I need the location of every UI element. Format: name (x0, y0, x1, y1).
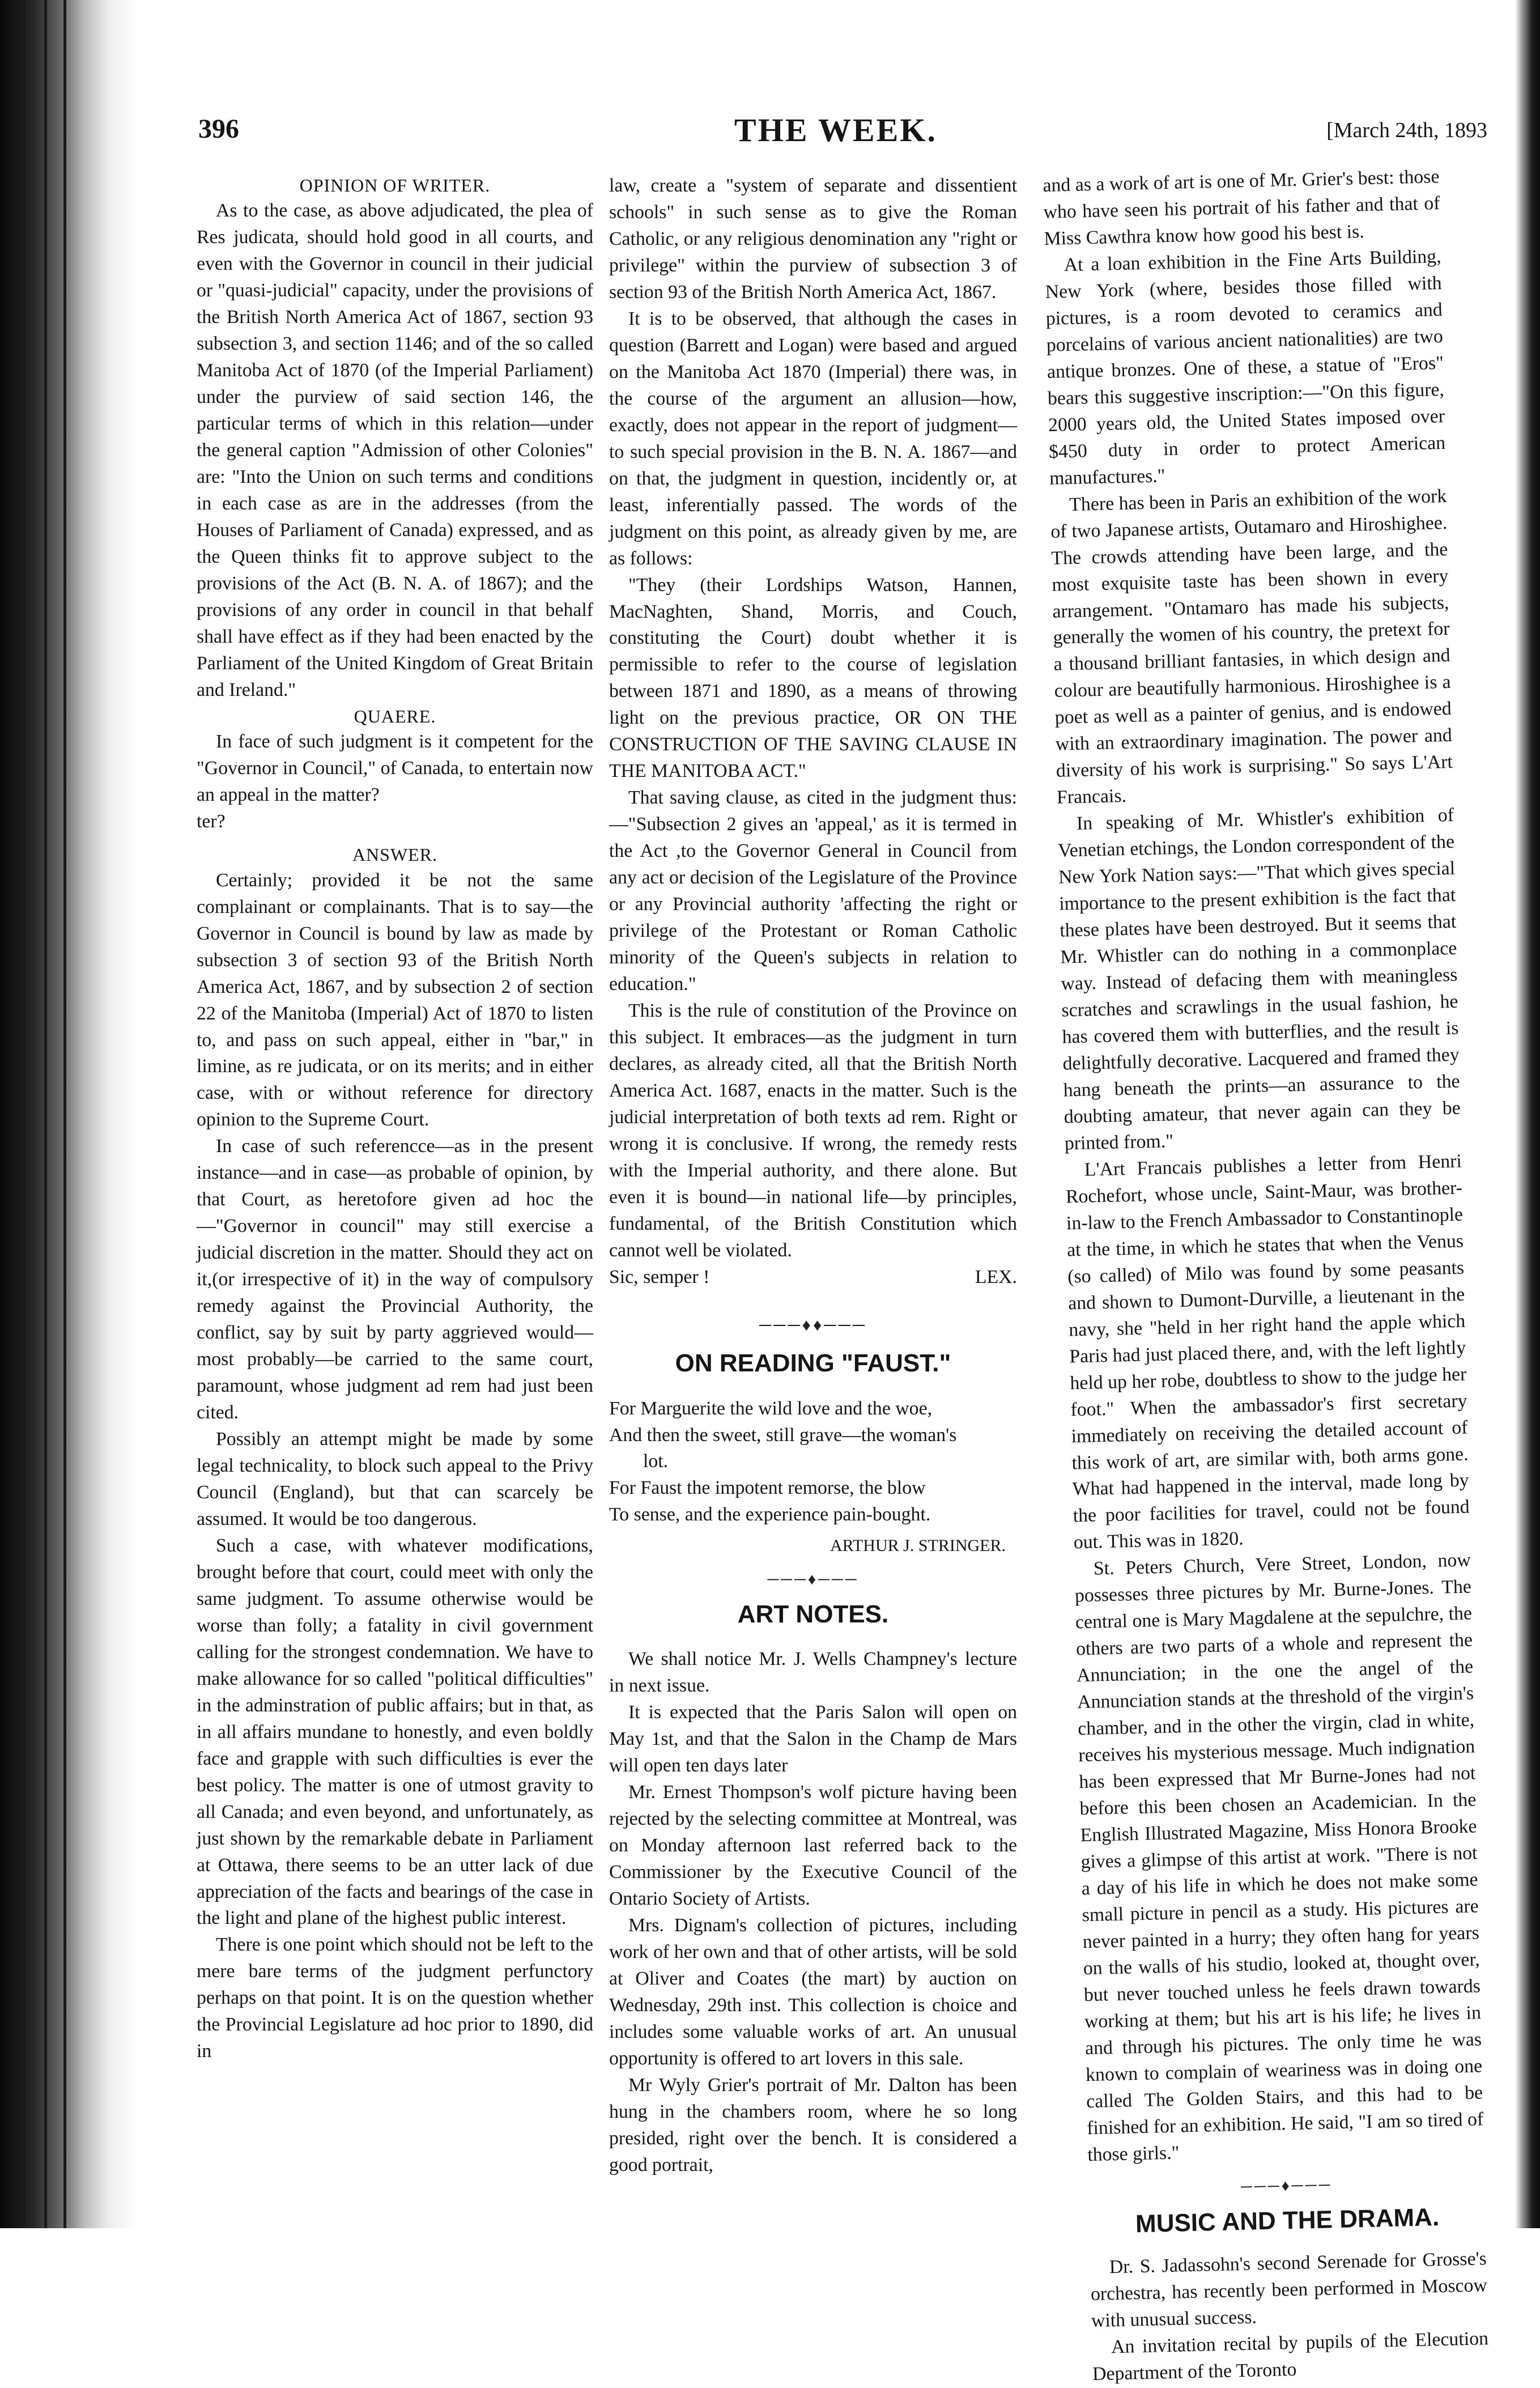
section-divider: ───♦─── (767, 1571, 859, 1589)
poem-title: ON READING "FAUST." (675, 1349, 951, 1378)
poem-line: For Faust the impotent remorse, the blow (609, 1477, 926, 1499)
paragraph: At a loan exhibition in the Fine Arts Building, New York (where, besides those filled with pictures, is a room devoted to ceramics and porcelains of various ancient nationalities) are two antique bronzes. One of these, a statue of "Eros" bears this suggestive inscription:—"On this figure, 2000 years old, the United States imposed over $450 duty in order to protect American manufactures." (1045, 245, 1446, 489)
paragraph: Dr. S. Jadassohn's second Serenade for Grosse's orchestra, has recently been performed in Moscow with unusual success. (1090, 2247, 1488, 2331)
art-notes-title: ART NOTES. (737, 1600, 889, 1628)
signature-name: LEX. (975, 1266, 1017, 1288)
section-divider: ───♦─── (1240, 2175, 1333, 2196)
paragraph: In case of such referencce—as in the present instance—and in case—as probable of opinion, by that Court, as heretofore given ad hoc the—"Governor in council" may still exercise a judicial discretion in the matter. Should they act on it,(or irrespective of it) in the way of compulsory remedy against the Provincial Authority, the conflict, say by suit by party aggrieved would—most probably—be carried to the same court, paramount, whose judgment ad rem had just been cited. (197, 1136, 593, 1424)
newspaper-page (173, 108, 1499, 2385)
heading-quaere: QUAERE. (354, 706, 436, 726)
heading-opinion: OPINION OF WRITER. (299, 175, 491, 196)
column-1 (197, 173, 593, 2065)
issue-date: [March 24th, 1893 (1326, 118, 1487, 142)
poem (609, 1396, 1017, 1529)
poem-line: And then the sweet, still grave—the woman's (609, 1424, 957, 1446)
paragraph: "They (their Lordships Watson, Hannen, MacNaghten, Shand, Morris, and Couch, constituting the Court) doubt whether it is permissible to refer to the course of legislation between 1871 and 1890, as a means of throwing light on the previous practice, OR ON THE CONSTRUCTION OF THE SAVING CLAUSE IN THE MANITOBA ACT." (609, 574, 1017, 782)
publication-title: THE WEEK. (734, 112, 937, 148)
paragraph: That saving clause, as cited in the judgment thus:—"Subsection 2 gives an 'appeal,' as it is termed in the Act ,to the Governor General in Council from any act or decision of the Legislature of the Province or any Provincial authority 'affecting the right or privilege of the Protestant or Roman Catholic minority of the Queen's subjects in relation to education." (609, 787, 1017, 995)
section-divider: ───♦♦─── (759, 1315, 867, 1335)
paragraph: It is to be observed, that although the cases in question (Barrett and Logan) were based and argued on the Manitoba Act 1870 (Imperial) there was, in the course of the argument an allusion—how, exactly, does not appear in the report of judgment—to such special provision in the B. N. A. 1867—and on that, the judgment in question, incidently or, at least, inferentially passed. The words of the judgment on this point, as already given by me, are as follows: (609, 308, 1017, 569)
poem-author: ARTHUR J. STRINGER. (830, 1536, 1006, 1556)
paragraph: We shall notice Mr. J. Wells Champney's lecture in next issue. (609, 1648, 1017, 1697)
paragraph: It is expected that the Paris Salon will open on May 1st, and that the Salon in the Champ de Mars will open ten days later (609, 1702, 1017, 1776)
signature-line (609, 1264, 1017, 1291)
page-number: 396 (198, 114, 239, 144)
column-2 (609, 173, 1017, 2179)
music-drama-title: MUSIC AND THE DRAMA. (1135, 2203, 1440, 2238)
paragraph-continuation: ter? (197, 811, 226, 832)
spine-line (23, 0, 25, 2228)
paragraph: In face of such judgment is it competent for the "Governor in Council," of Canada, to entertain now an appeal in the matter? (197, 731, 593, 806)
paragraph: St. Peters Church, Vere Street, London, now possesses three pictures by Mr. Burne-Jones. The central one is Mary Magdalene at the sepulchre, the others are two parts of a whole and represent the Annunciation; in the one the angel of the Annunciation stands at the threshold of the virgin's chamber, and in the other the virgin, clad in white, receives his mysterious message. Much indignation has been expressed that Mr Burne-Jones had not before this been chosen an Academician. In the English Illustrated Magazine, Miss Honora Brooke gives a glimpse of this artist at work. "There is not a day of his life in which he does not make some small picture in pencil as a study. His pictures are never painted in a hurry; they often hang for years on the walls of his studio, looked at, thought over, but never touched unless he feels drawn towards working at them; but his art is his life; he lives in and through his pictures. The only time he was known to complain of weariness was in doing one called The Golden Stairs, and this had to be finished for an exhibition. He said, "I am so tired of those girls." (1074, 1549, 1484, 2165)
paragraph: L'Art Francais publishes a letter from Henri Rochefort, whose uncle, Saint-Maur, was brother-in-law to the French Ambassador to Constantinople at the time, in which he states that when the Venus (so called) of Milo was found by some peasants and shown to Dumont-Durville, a lieutenant in the navy, she "held in her right hand the apple which Paris had just placed there, and, with the left lightly held up her robe, doubtless to show to the judge her foot." When the ambassador's first secretary immediately on receiving the detailed account of this work of art, are similar with, both arms gone. What had happened in the interval, made long by the poor facilities for travel, could not be found out. This was in 1820. (1065, 1150, 1470, 1553)
paragraph: There has been in Paris an exhibition of the work of two Japanese artists, Outamaro and Hiroshighee. The crowds attending have been large, and the most exquisite taste has been shown in every arrangement. "Ontamaro has made his subjects, generally the women of his country, the pretext for a thousand brilliant fantasies, in which design and colour are beautifully harmonious. Hiroshighee is a poet as well as a painter of genius, and is endowed with an extraordinary imagination. The power and diversity of his work is surprising." So says L'Art Francais. (1050, 485, 1453, 808)
book-spine-shadow (0, 0, 136, 2228)
paragraph: Mrs. Dignam's collection of pictures, including work of her own and that of other artists, will be sold at Oliver and Coates (the mart) by auction on Wednesday, 29th inst. This collection is choice and includes some valuable works of art. An unusual opportunity is offered to art lovers in this sale. (609, 1914, 1017, 2069)
spine-line (44, 0, 47, 2228)
paragraph: As to the case, as above adjudicated, the plea of Res judicata, should hold good in all courts, and even with the Governor in council in their judicial or "quasi-judicial" capacity, under the provisions of the British North America Act of 1867, section 93 subsection 3, and section 1146; and of the so called Manitoba Act of 1870 (of the Imperial Parliament) under the purview of said section 146, the particular terms of which in this relation—under the general caption "Admission of other Colonies" are: "Into the Union on such terms and conditions in each case as are in the addresses (from the Houses of Parliament of Canada) expressed, and as the Queen thinks fit to approve subject to the provisions of the Act (B. N. A. of 1867); and the provisions of any order in council in that behalf shall have effect as if they had been enacted by the Parliament of the United Kingdom of Great Britain and Ireland." (197, 200, 593, 700)
paragraph: This is the rule of constitution of the Province on this subject. It embraces—as the judgment in turn declares, as already cited, all that the British North America Act. 1687, enacts in the matter. Such is the judicial interpretation of both texts ad rem. Right or wrong it is conclusive. If wrong, the remedy rests with the Imperial authority, and there alone. But even it is bound—in national life—by principles, fundamental, of the British Constitution which cannot well be violated. (609, 1000, 1017, 1261)
heading-answer: ANSWER. (352, 844, 438, 865)
column-3 (1043, 164, 1490, 2387)
paragraph: Certainly; provided it be not the same complainant or complainants. That is to say—the Governor in Council is bound by law as made by subsection 3 of section 93 of the British North America Act, 1867, and by subsection 2 of section 22 of the Manitoba (Imperial) Act of 1870 to listen to, and pass on such appeal, either in "bar," in limine, as re judicata, or on its merits; and in either case, with or without reference for directory opinion to the Supreme Court. (197, 869, 593, 1131)
paragraph: Possibly an attempt might be made by some legal technicality, to block such appeal to the Privy Council (England), but that can scarcely be assumed. It would be too dangerous. (197, 1429, 593, 1529)
poem-line: lot. (643, 1451, 669, 1472)
page-edge-shadow (1515, 0, 1540, 2228)
spine-line (63, 0, 66, 2228)
poem-line: To sense, and the experience pain-bought. (609, 1504, 931, 1526)
page-header (173, 108, 1499, 170)
paragraph: Mr Wyly Grier's portrait of Mr. Dalton has been hung in the chambers room, where he so long presided, right over the bench. It is considered a good portrait, (609, 2074, 1017, 2175)
paragraph: Such a case, with whatever modifications, brought before that court, could meet with only the same judgment. To assume otherwise would be worse than folly; a fatality in civil government calling for the strongest condemnation. We have to make allowance for so called "political difficulties" in the adminstration of public affairs; but in that, as in all affairs mundane to honestly, and even boldly face and grapple with such difficulties is ever the best policy. The matter is one of utmost gravity to all Canada; and even beyond, and unfortunately, as just shown by the remarkable debate in Parliament at Ottawa, there seems to be an utter lack of due appreciation of the facts and bearings of the case in the light and plane of the highest public interest. (197, 1535, 593, 1929)
paragraph: An invitation recital by pupils of the Elecution Department of the Toronto (1092, 2327, 1489, 2385)
paragraph: and as a work of art is one of Mr. Grier's best: those who have seen his portrait of his father and that of Miss Cawthra know how good his best is. (1043, 166, 1440, 249)
paragraph: law, create a "system of separate and dissentient schools" in such sense as to give the Roman Catholic, or any religious denomination any "right or privilege" within the purview of subsection 3 of section 93 of the British North America Act, 1867. (609, 175, 1017, 303)
paragraph: In speaking of Mr. Whistler's exhibition of Venetian etchings, the London correspondent of the New York Nation says:—"That which gives special importance to the present exhibition is the fact that these plates have been destroyed. But it seems that Mr. Whistler can do nothing in a commonplace way. Instead of defacing them with meaningless scratches and scrawlings in the usual fashion, he has covered them with butterflies, and the result is delightfully decorative. Lacquered and framed they hang beneath the prints—an assurance to the doubting amateur, that never again can they be printed from." (1057, 805, 1461, 1154)
poem-line: For Marguerite the wild love and the woe, (609, 1397, 933, 1419)
paragraph: There is one point which should not be left to the mere bare terms of the judgment perfunctory perhaps on that point. It is on the question whether the Provincial Legislature ad hoc prior to 1890, did in (197, 1934, 593, 2062)
signature-motto: Sic, semper ! (609, 1266, 710, 1288)
paragraph: Mr. Ernest Thompson's wolf picture having been rejected by the selecting committee at Montreal, was on Monday afternoon last referred back to the Commissioner by the Executive Council of the Ontario Society of Artists. (609, 1781, 1017, 1909)
